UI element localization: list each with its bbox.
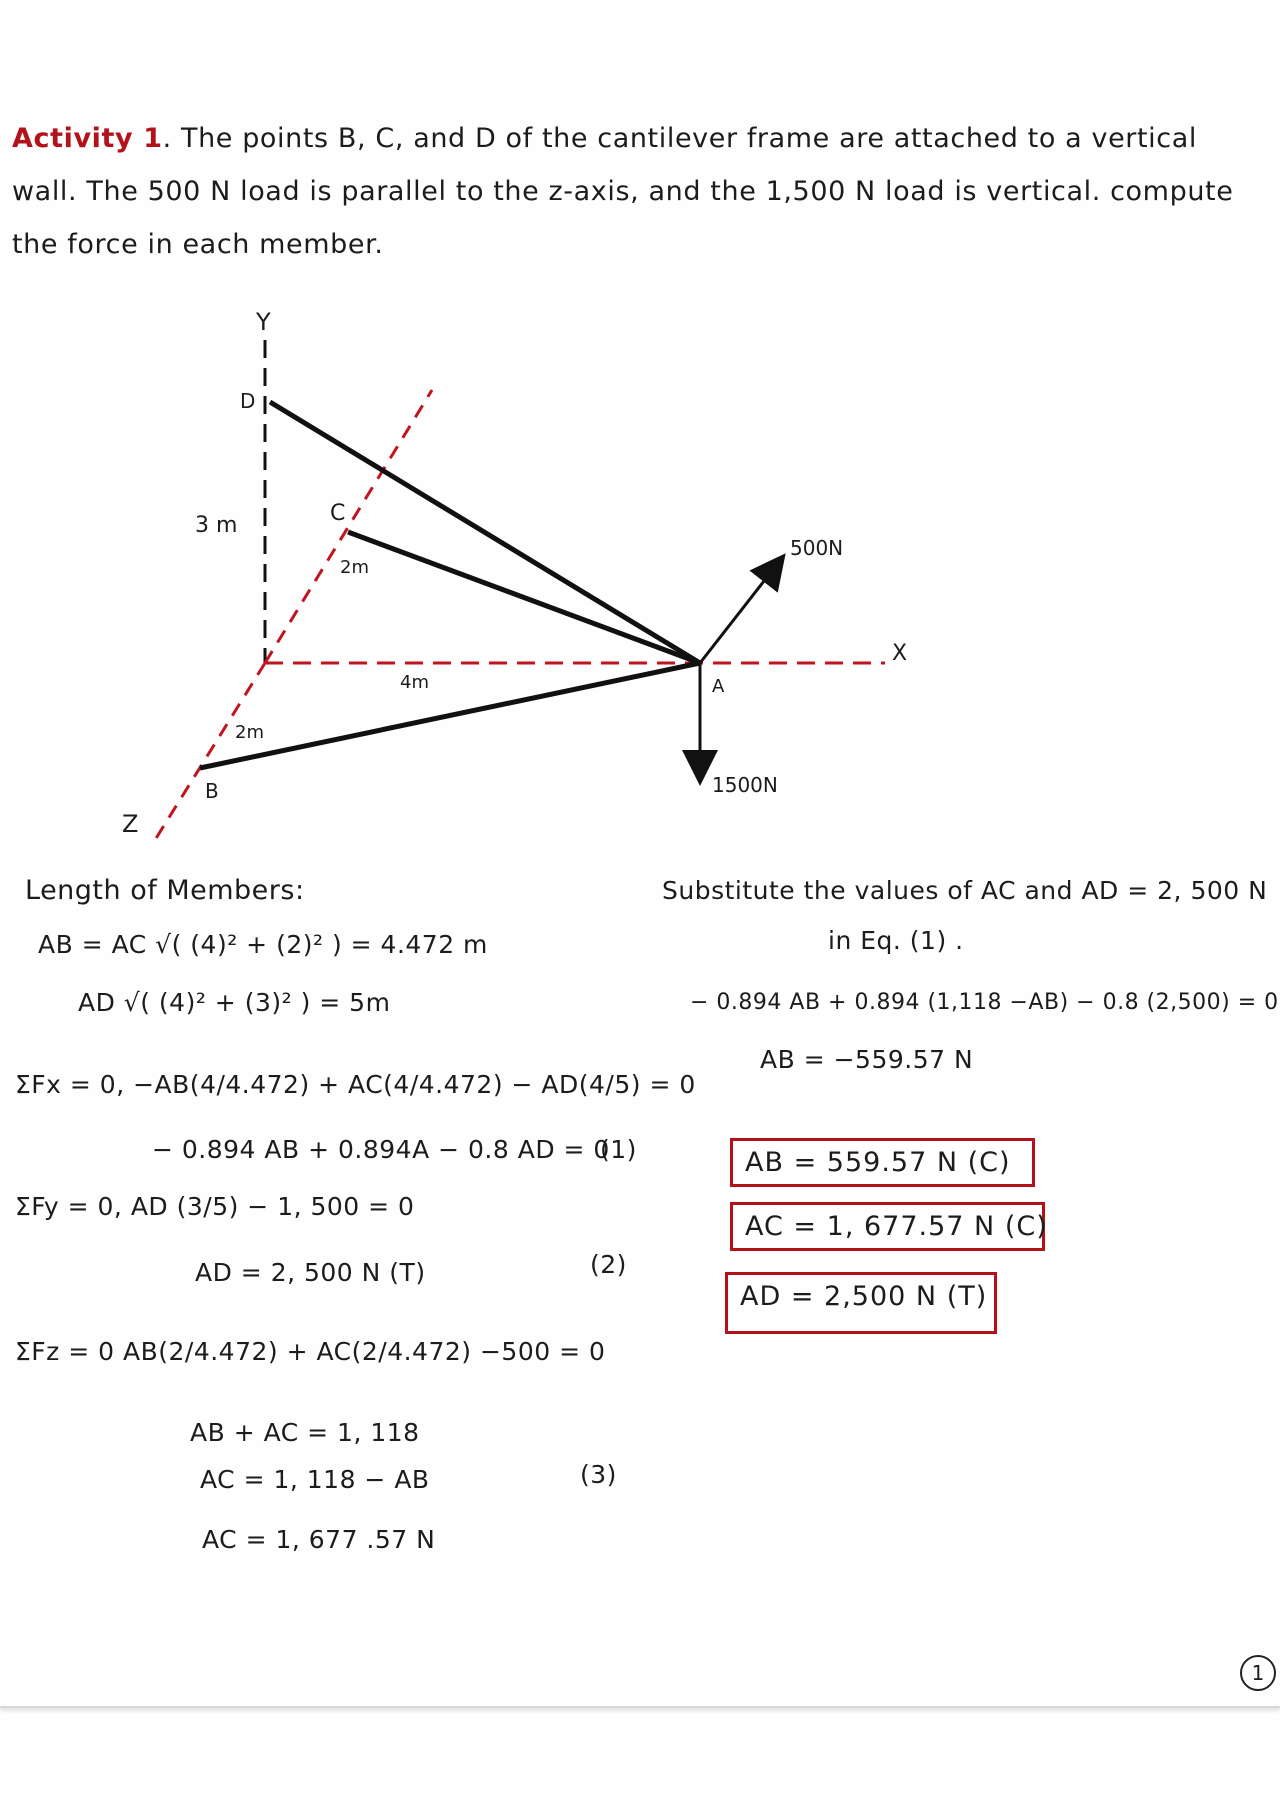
z-axis-line [155, 663, 265, 840]
answer-ab-box: AB = 559.57 N (C) [730, 1138, 1035, 1187]
label-y-axis: Y [256, 308, 271, 336]
label-point-d: D [240, 389, 256, 413]
ab-negative-value: AB = −559.57 N [760, 1045, 974, 1074]
label-500n: 500N [790, 536, 844, 560]
problem-text: . The points B, C, and D of the cantilever frame are attached to a vertical wall. The 500 N load is parallel to the z-axis, and the 1,500 N load is vertical. compute the force in each member. [12, 123, 1234, 260]
label-2m-b: 2m [235, 722, 264, 743]
expanded-equation: − 0.894 AB + 0.894 (1,118 −AB) − 0.8 (2,500) = 0 [690, 990, 1279, 1015]
ac-value: AC = 1, 677 .57 N [202, 1525, 436, 1554]
member-ab [200, 663, 700, 768]
equation-1: − 0.894 AB + 0.894A − 0.8 AD = 0 [152, 1135, 610, 1164]
activity-label: Activity 1 [12, 123, 163, 154]
label-2m-c: 2m [340, 557, 369, 578]
ac-expression: AC = 1, 118 − AB [200, 1465, 430, 1494]
page-number: 1 [1240, 1655, 1276, 1691]
label-x-axis: X [892, 641, 908, 666]
sum-fy: ΣFy = 0, AD (3/5) − 1, 500 = 0 [15, 1192, 415, 1221]
label-z-axis: Z [122, 810, 139, 838]
label-3m: 3 m [195, 513, 238, 538]
equation-2-tag: (2) [590, 1250, 627, 1279]
substitute-text: Substitute the values of AC and AD = 2, 500 N [662, 876, 1268, 905]
in-equation-text: in Eq. (1) . [828, 926, 964, 955]
label-1500n: 1500N [712, 773, 778, 797]
ad-value: AD = 2, 500 N (T) [195, 1258, 426, 1287]
equation-1-tag: (1) [600, 1135, 637, 1164]
label-point-b: B [205, 779, 219, 803]
load-500-arrow [700, 558, 782, 663]
answer-ac-box: AC = 1, 677.57 N (C) [730, 1202, 1045, 1251]
cantilever-frame-diagram [0, 300, 1280, 860]
problem-statement [12, 112, 1252, 271]
equation-3-tag: (3) [580, 1460, 617, 1489]
member-ad [270, 402, 700, 663]
sum-fz: ΣFz = 0 AB(2/4.472) + AC(2/4.472) −500 = 0 [15, 1337, 606, 1366]
label-point-a: A [712, 676, 725, 697]
wall-diagonal-line [265, 390, 432, 663]
sum-fx: ΣFx = 0, −AB(4/4.472) + AC(4/4.472) − AD(4/5) = 0 [15, 1070, 696, 1099]
length-ad: AD √( (4)² + (3)² ) = 5m [78, 988, 391, 1017]
member-ac [348, 532, 700, 663]
label-4m: 4m [400, 672, 429, 693]
length-ab-ac: AB = AC √( (4)² + (2)² ) = 4.472 m [38, 930, 488, 959]
ab-plus-ac: AB + AC = 1, 118 [190, 1418, 420, 1447]
label-point-c: C [330, 501, 346, 526]
lengths-heading: Length of Members: [25, 875, 305, 906]
answer-ad-box: AD = 2,500 N (T) [725, 1272, 997, 1334]
